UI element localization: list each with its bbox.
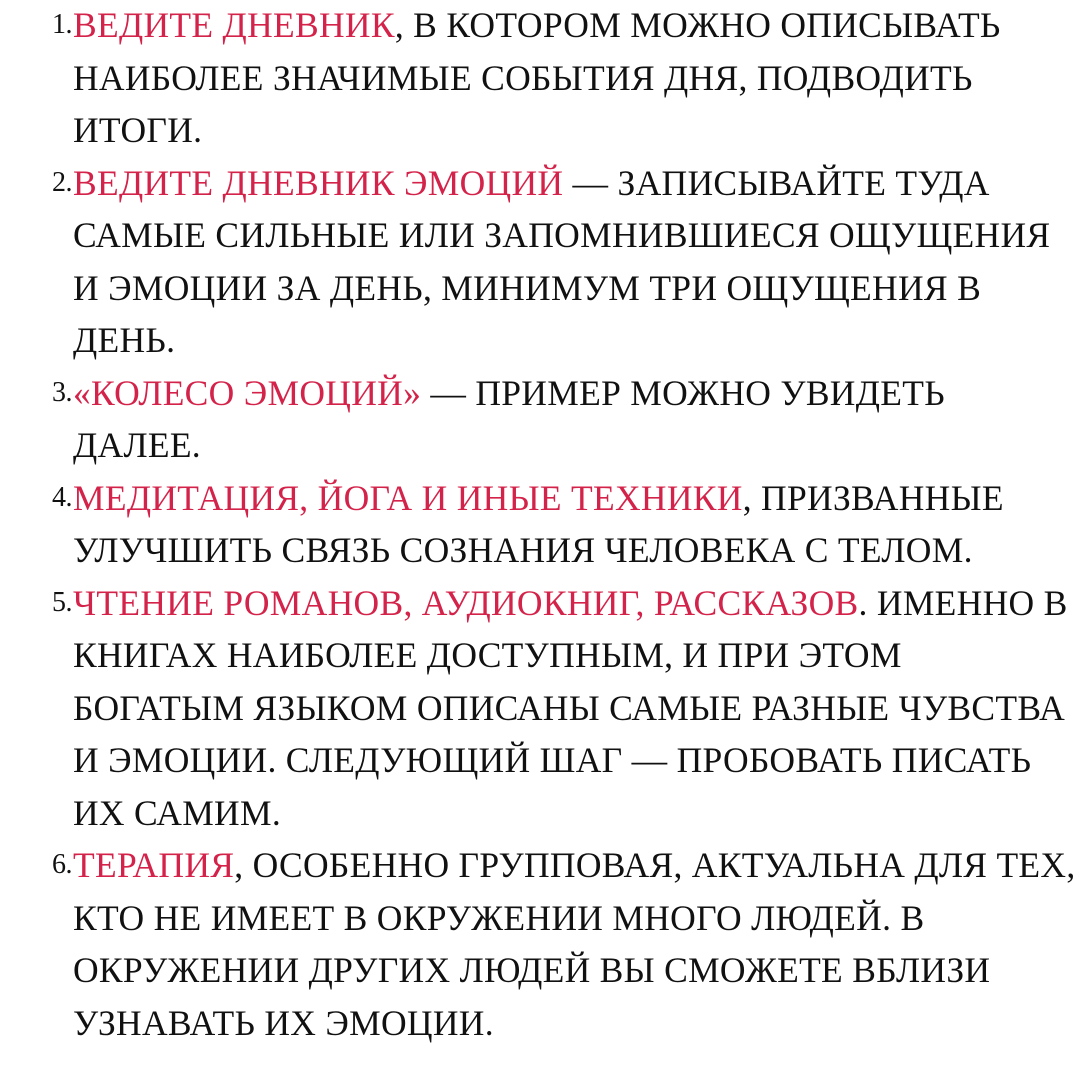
- item-text: . ИМЕННО В КНИГАХ НАИБОЛЕЕ ДОСТУПНЫМ, И ПРИ ЭТОМ БОГАТЫМ ЯЗЫКОМ ОПИСАНЫ САМЫЕ РАЗНЫЕ ЧУВСТВА И ЭМОЦИИ. СЛЕДУЮЩИЙ ШАГ — ПРОБОВАТЬ ПИСАТЬ ИХ САМИМ.: [73, 582, 1068, 833]
- list-item-4: [0, 472, 1080, 577]
- item-highlight: «КОЛЕСО ЭМОЦИЙ»: [73, 372, 422, 413]
- list-item-5: [0, 577, 1080, 840]
- item-number: 2.: [52, 166, 72, 198]
- item-text: , В КОТОРОМ МОЖНО ОПИСЫВАТЬ НАИБОЛЕЕ ЗНАЧИМЫЕ СОБЫТИЯ ДНЯ, ПОДВОДИТЬ ИТОГИ.: [73, 5, 1001, 150]
- item-highlight: МЕДИТАЦИЯ, ЙОГА И ИНЫЕ ТЕХНИКИ: [73, 477, 743, 518]
- list-item-2: [0, 157, 1080, 367]
- list-item-6: [0, 839, 1080, 1049]
- item-text: — ЗАПИСЫВАЙТЕ ТУДА САМЫЕ СИЛЬНЫЕ ИЛИ ЗАПОМНИВШИЕСЯ ОЩУЩЕНИЯ И ЭМОЦИИ ЗА ДЕНЬ, МИНИМУМ ТРИ ОЩУЩЕНИЯ В ДЕНЬ.: [73, 162, 1051, 360]
- item-number: 3.: [52, 376, 72, 408]
- item-number: 5.: [52, 586, 72, 618]
- item-highlight: ВЕДИТЕ ДНЕВНИК ЭМОЦИЙ: [73, 162, 564, 203]
- list-item-3: [0, 367, 1080, 472]
- item-text: , ОСОБЕННО ГРУППОВАЯ, АКТУАЛЬНА ДЛЯ ТЕХ, КТО НЕ ИМЕЕТ В ОКРУЖЕНИИ МНОГО ЛЮДЕЙ. В ОКРУЖЕНИИ ДРУГИХ ЛЮДЕЙ ВЫ СМОЖЕТЕ ВБЛИЗИ УЗНАВАТЬ ИХ ЭМОЦИИ.: [73, 845, 1076, 1043]
- item-highlight: ВЕДИТЕ ДНЕВНИК: [73, 5, 395, 45]
- item-text: , ПРИЗВАННЫЕ УЛУЧШИТЬ СВЯЗЬ СОЗНАНИЯ ЧЕЛОВЕКА С ТЕЛОМ.: [73, 477, 1004, 570]
- item-number: 6.: [52, 849, 72, 880]
- item-highlight: ЧТЕНИЕ РОМАНОВ, АУДИОКНИГ, РАССКАЗОВ: [73, 582, 859, 623]
- item-text: — ПРИМЕР МОЖНО УВИДЕТЬ ДАЛЕЕ.: [73, 372, 945, 465]
- item-highlight: ТЕРАПИЯ: [73, 845, 235, 885]
- list-item-1: [0, 0, 1080, 157]
- item-number: 4.: [52, 481, 72, 513]
- item-number: 1.: [52, 9, 72, 40]
